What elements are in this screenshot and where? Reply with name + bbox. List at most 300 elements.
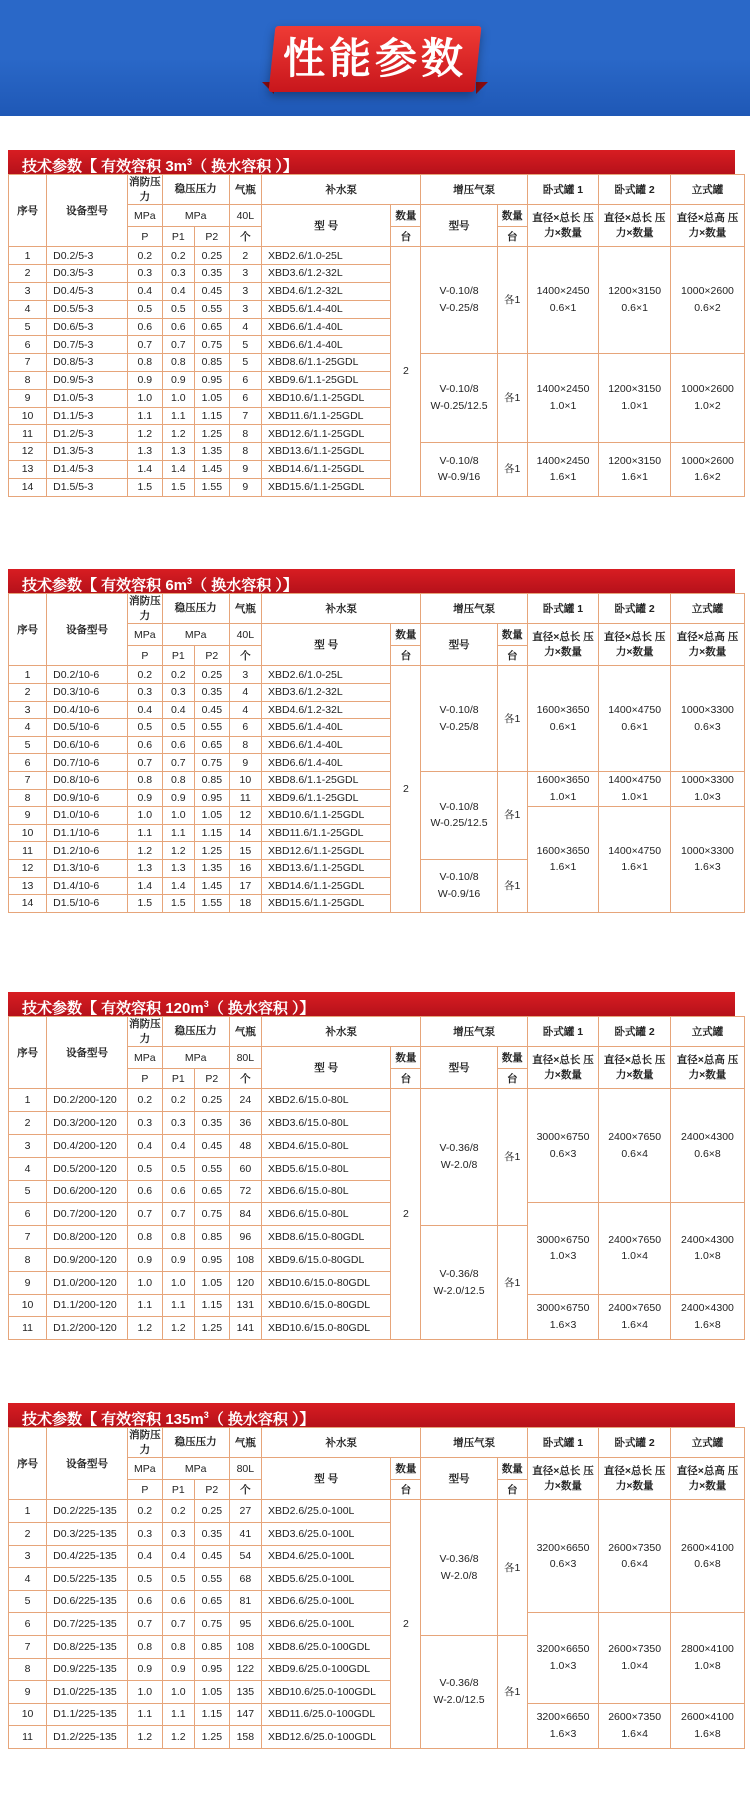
tank2-pressure: 1.6×4 bbox=[621, 1318, 648, 1331]
row-fire-pressure: 0.9 bbox=[128, 789, 163, 807]
header-gas-bottle: 气瓶 bbox=[229, 594, 261, 624]
row-model: D1.1/10-6 bbox=[47, 824, 128, 842]
row-fire-pressure: 0.4 bbox=[128, 1545, 163, 1568]
tank1-spec bbox=[527, 443, 599, 496]
row-p2: 1.25 bbox=[195, 425, 230, 443]
row-p2: 0.85 bbox=[195, 354, 230, 372]
row-seq: 2 bbox=[9, 265, 47, 283]
tank2-size: 1400×4750 bbox=[608, 844, 662, 857]
row-bottle-count: 96 bbox=[229, 1226, 261, 1249]
booster-type-line2: W-0.25/12.5 bbox=[430, 400, 488, 413]
row-seq: 6 bbox=[9, 1203, 47, 1226]
header-seq: 序号 bbox=[9, 175, 47, 247]
tank3-spec bbox=[670, 247, 744, 354]
row-seq: 1 bbox=[9, 1089, 47, 1112]
header-tai: 台 bbox=[391, 646, 421, 666]
header-fire-pressure: 消防压力 bbox=[128, 594, 163, 624]
tank3-spec bbox=[670, 1089, 744, 1203]
tank2-spec bbox=[599, 354, 671, 443]
row-fire-pressure: 0.6 bbox=[128, 318, 163, 336]
tank3-pressure: 1.6×3 bbox=[694, 861, 721, 874]
row-p2: 0.85 bbox=[195, 1226, 230, 1249]
row-pump-model: XBD9.6/1.1-25GDL bbox=[262, 371, 391, 389]
tank2-pressure: 1.0×4 bbox=[621, 1250, 648, 1263]
row-fire-pressure: 0.3 bbox=[128, 683, 163, 701]
row-pump-model: XBD11.6/1.1-25GDL bbox=[262, 824, 391, 842]
row-p2: 0.25 bbox=[195, 1500, 230, 1523]
row-bottle-count: 6 bbox=[229, 719, 261, 737]
row-p1: 0.3 bbox=[162, 683, 194, 701]
tank1-spec bbox=[527, 247, 599, 354]
tank3-size: 2800×4100 bbox=[681, 1643, 734, 1656]
header-pump: 补水泵 bbox=[262, 1428, 421, 1458]
header-row bbox=[9, 1428, 745, 1458]
row-model: D0.9/10-6 bbox=[47, 789, 128, 807]
tank1-spec bbox=[527, 807, 599, 913]
row-p1: 1.3 bbox=[162, 859, 194, 877]
row-seq: 4 bbox=[9, 1568, 47, 1591]
tank3-spec bbox=[670, 771, 744, 806]
row-seq: 3 bbox=[9, 1134, 47, 1157]
row-p1: 0.9 bbox=[162, 789, 194, 807]
row-p2: 1.35 bbox=[195, 859, 230, 877]
row-pump-model: XBD6.6/1.4-40L bbox=[262, 736, 391, 754]
section-title-text: 技术参数【 有效容积 135m bbox=[22, 1411, 204, 1428]
row-p2: 1.25 bbox=[195, 842, 230, 860]
row-p1: 1.0 bbox=[162, 807, 194, 825]
tank3-spec bbox=[670, 1500, 744, 1613]
header-fire-pressure: 消防压力 bbox=[128, 175, 163, 205]
row-pump-model: XBD6.6/25.0-100L bbox=[262, 1590, 391, 1613]
tank3-pressure: 1.6×8 bbox=[694, 1727, 721, 1740]
header-tai: 台 bbox=[497, 227, 527, 247]
row-p2: 0.25 bbox=[195, 247, 230, 265]
row-p1: 1.3 bbox=[162, 443, 194, 461]
tank1-size: 3000×6750 bbox=[536, 1302, 590, 1315]
header-model: 设备型号 bbox=[47, 175, 128, 247]
tank3-size: 1000×3300 bbox=[681, 703, 734, 716]
row-pump-model: XBD11.6/25.0-100GDL bbox=[262, 1703, 391, 1726]
row-model: D0.8/10-6 bbox=[47, 771, 128, 789]
tank2-spec bbox=[599, 771, 671, 806]
row-p2: 0.95 bbox=[195, 1658, 230, 1681]
row-p1: 1.0 bbox=[162, 1681, 194, 1704]
booster-qty: 各1 bbox=[497, 354, 527, 443]
row-model: D1.0/200-120 bbox=[47, 1271, 128, 1294]
row-model: D0.9/5-3 bbox=[47, 371, 128, 389]
header-tank3: 立式罐 bbox=[670, 1428, 744, 1458]
row-fire-pressure: 0.7 bbox=[128, 754, 163, 772]
row-fire-pressure: 1.1 bbox=[128, 824, 163, 842]
row-bottle-count: 8 bbox=[229, 736, 261, 754]
row-bottle-count: 17 bbox=[229, 877, 261, 895]
pump-qty: 2 bbox=[391, 666, 421, 912]
row-model: D0.3/200-120 bbox=[47, 1112, 128, 1135]
tank1-pressure: 1.6×1 bbox=[549, 861, 577, 874]
header-mpa: MPa bbox=[128, 1458, 163, 1480]
row-pump-model: XBD12.6/1.1-25GDL bbox=[262, 842, 391, 860]
row-seq: 13 bbox=[9, 877, 47, 895]
tank1-size: 1400×2450 bbox=[536, 383, 590, 396]
row-bottle-count: 24 bbox=[229, 1089, 261, 1112]
row-p2: 0.95 bbox=[195, 371, 230, 389]
booster-type-line1: V-0.10/8 bbox=[439, 800, 479, 813]
row-p1: 1.0 bbox=[162, 389, 194, 407]
row-pump-model: XBD4.6/25.0-100L bbox=[262, 1545, 391, 1568]
row-bottle-count: 2 bbox=[229, 247, 261, 265]
row-p1: 0.3 bbox=[162, 1112, 194, 1135]
banner bbox=[0, 0, 750, 116]
row-pump-model: XBD9.6/15.0-80GDL bbox=[262, 1248, 391, 1271]
section-title-text: 技术参数【 有效容积 6m bbox=[22, 577, 188, 594]
row-pump-model: XBD4.6/15.0-80L bbox=[262, 1134, 391, 1157]
booster-qty: 各1 bbox=[497, 666, 527, 772]
tank1-pressure: 1.0×3 bbox=[549, 1250, 577, 1263]
booster-qty: 各1 bbox=[497, 443, 527, 496]
tank3-pressure: 1.0×8 bbox=[694, 1660, 721, 1673]
tank1-size: 3000×6750 bbox=[536, 1131, 590, 1144]
tank2-spec bbox=[599, 247, 671, 354]
row-seq: 2 bbox=[9, 683, 47, 701]
row-seq: 14 bbox=[9, 478, 47, 496]
section-title-suffix: （ 换水容积 ）】 bbox=[208, 1411, 315, 1428]
row-p1: 0.2 bbox=[162, 247, 194, 265]
row-p2: 1.45 bbox=[195, 460, 230, 478]
row-bottle-count: 7 bbox=[229, 407, 261, 425]
tank2-size: 2400×7650 bbox=[608, 1233, 662, 1246]
row-p1: 1.2 bbox=[162, 425, 194, 443]
row-model: D0.6/200-120 bbox=[47, 1180, 128, 1203]
row-seq: 7 bbox=[9, 354, 47, 372]
row-p1: 1.4 bbox=[162, 460, 194, 478]
booster-type-line1: V-0.36/8 bbox=[439, 1267, 479, 1280]
header-mpa: MPa bbox=[128, 205, 163, 227]
row-pump-model: XBD12.6/1.1-25GDL bbox=[262, 425, 391, 443]
section-title-tail bbox=[735, 569, 745, 593]
row-p2: 0.65 bbox=[195, 1590, 230, 1613]
row-p2: 0.55 bbox=[195, 1568, 230, 1591]
row-fire-pressure: 1.0 bbox=[128, 1681, 163, 1704]
header-gas-bottle: 气瓶 bbox=[229, 175, 261, 205]
row-fire-pressure: 0.2 bbox=[128, 1089, 163, 1112]
row-bottle-count: 135 bbox=[229, 1681, 261, 1704]
tank1-spec bbox=[527, 354, 599, 443]
row-bottle-count: 81 bbox=[229, 1590, 261, 1613]
booster-qty: 各1 bbox=[497, 859, 527, 912]
row-fire-pressure: 1.1 bbox=[128, 407, 163, 425]
booster-qty: 各1 bbox=[497, 771, 527, 859]
section-title-tail bbox=[735, 1403, 745, 1427]
header-tank1: 卧式罐 1 bbox=[527, 1017, 599, 1047]
row-p1: 0.4 bbox=[162, 701, 194, 719]
tank2-size: 1400×4750 bbox=[608, 703, 662, 716]
header-booster-pump: 增压气泵 bbox=[421, 1428, 527, 1458]
row-p2: 1.15 bbox=[195, 1294, 230, 1317]
header-pump-qty: 数量 bbox=[391, 205, 421, 227]
row-p2: 0.45 bbox=[195, 1134, 230, 1157]
row-seq: 2 bbox=[9, 1522, 47, 1545]
row-pump-model: XBD3.6/25.0-100L bbox=[262, 1522, 391, 1545]
row-fire-pressure: 1.5 bbox=[128, 895, 163, 913]
header-booster-type: 型号 bbox=[421, 624, 497, 666]
header-p1: P1 bbox=[162, 227, 194, 247]
header-pump-qty: 数量 bbox=[391, 1458, 421, 1480]
row-model: D0.2/225-135 bbox=[47, 1500, 128, 1523]
row-p1: 0.5 bbox=[162, 1568, 194, 1591]
tank2-spec bbox=[599, 443, 671, 496]
booster-type bbox=[421, 771, 497, 859]
row-p1: 1.0 bbox=[162, 1271, 194, 1294]
row-model: D1.2/5-3 bbox=[47, 425, 128, 443]
header-p1: P1 bbox=[162, 1069, 194, 1089]
tank1-spec bbox=[527, 1703, 599, 1748]
tank2-pressure: 0.6×4 bbox=[621, 1147, 648, 1160]
row-pump-model: XBD5.6/25.0-100L bbox=[262, 1568, 391, 1591]
booster-type bbox=[421, 354, 497, 443]
row-model: D0.6/10-6 bbox=[47, 736, 128, 754]
row-fire-pressure: 1.3 bbox=[128, 859, 163, 877]
row-p2: 1.05 bbox=[195, 1271, 230, 1294]
row-seq: 7 bbox=[9, 1635, 47, 1658]
table-row bbox=[9, 1703, 745, 1726]
tank1-pressure: 0.6×3 bbox=[549, 1558, 577, 1571]
header-tank1: 卧式罐 1 bbox=[527, 175, 599, 205]
row-seq: 7 bbox=[9, 1226, 47, 1249]
row-bottle-count: 6 bbox=[229, 389, 261, 407]
section-title-superscript: 3 bbox=[203, 1410, 209, 1420]
tank1-size: 1600×3650 bbox=[536, 844, 590, 857]
header-seq: 序号 bbox=[9, 1017, 47, 1089]
booster-type bbox=[421, 1500, 497, 1636]
row-pump-model: XBD5.6/1.4-40L bbox=[262, 719, 391, 737]
row-p1: 0.2 bbox=[162, 1500, 194, 1523]
row-bottle-count: 4 bbox=[229, 683, 261, 701]
header-tai: 台 bbox=[497, 1069, 527, 1089]
row-fire-pressure: 0.8 bbox=[128, 354, 163, 372]
tank1-spec bbox=[527, 666, 599, 772]
row-bottle-count: 36 bbox=[229, 1112, 261, 1135]
table-row bbox=[9, 1294, 745, 1317]
row-p2: 1.25 bbox=[195, 1317, 230, 1340]
section-title bbox=[8, 992, 745, 1016]
tank3-spec bbox=[670, 1703, 744, 1748]
row-model: D0.4/10-6 bbox=[47, 701, 128, 719]
row-bottle-count: 108 bbox=[229, 1635, 261, 1658]
row-pump-model: XBD4.6/1.2-32L bbox=[262, 282, 391, 300]
header-ge: 个 bbox=[229, 227, 261, 247]
header-tank2: 卧式罐 2 bbox=[599, 175, 671, 205]
row-model: D0.5/200-120 bbox=[47, 1157, 128, 1180]
tank3-size: 1000×2600 bbox=[681, 383, 734, 396]
tank3-spec bbox=[670, 666, 744, 772]
header-tai: 台 bbox=[497, 1480, 527, 1500]
tank3-spec bbox=[670, 807, 744, 913]
booster-type-line1: V-0.36/8 bbox=[439, 1142, 479, 1155]
row-p1: 0.2 bbox=[162, 666, 194, 684]
header-pump: 补水泵 bbox=[262, 594, 421, 624]
row-p1: 1.5 bbox=[162, 478, 194, 496]
row-pump-model: XBD2.6/15.0-80L bbox=[262, 1089, 391, 1112]
tank1-pressure: 1.0×1 bbox=[549, 791, 577, 804]
header-booster-type: 型号 bbox=[421, 1458, 497, 1500]
row-seq: 11 bbox=[9, 1317, 47, 1340]
header-pump-type: 型 号 bbox=[262, 205, 391, 247]
row-p2: 0.85 bbox=[195, 1635, 230, 1658]
row-pump-model: XBD15.6/1.1-25GDL bbox=[262, 478, 391, 496]
row-p2: 1.05 bbox=[195, 1681, 230, 1704]
booster-type bbox=[421, 1635, 497, 1748]
row-seq: 11 bbox=[9, 842, 47, 860]
row-fire-pressure: 1.5 bbox=[128, 478, 163, 496]
row-pump-model: XBD5.6/15.0-80L bbox=[262, 1157, 391, 1180]
row-p2: 1.45 bbox=[195, 877, 230, 895]
header-model: 设备型号 bbox=[47, 1428, 128, 1500]
row-pump-model: XBD8.6/15.0-80GDL bbox=[262, 1226, 391, 1249]
header-p: P bbox=[128, 646, 163, 666]
header-tank1-spec: 直径×总长 压力×数量 bbox=[527, 205, 599, 247]
tank3-size: 2400×4300 bbox=[681, 1131, 734, 1144]
row-p2: 0.75 bbox=[195, 754, 230, 772]
tank2-spec bbox=[599, 1500, 671, 1613]
row-model: D0.7/10-6 bbox=[47, 754, 128, 772]
row-fire-pressure: 0.9 bbox=[128, 1248, 163, 1271]
row-model: D1.5/10-6 bbox=[47, 895, 128, 913]
row-model: D0.9/225-135 bbox=[47, 1658, 128, 1681]
row-pump-model: XBD10.6/15.0-80GDL bbox=[262, 1317, 391, 1340]
tank1-size: 1400×2450 bbox=[536, 285, 590, 298]
header-ge: 个 bbox=[229, 646, 261, 666]
row-model: D1.0/5-3 bbox=[47, 389, 128, 407]
row-fire-pressure: 0.7 bbox=[128, 1613, 163, 1636]
row-seq: 8 bbox=[9, 371, 47, 389]
row-bottle-count: 72 bbox=[229, 1180, 261, 1203]
header-row bbox=[9, 175, 745, 205]
row-fire-pressure: 0.8 bbox=[128, 1635, 163, 1658]
header-pump-type: 型 号 bbox=[262, 1047, 391, 1089]
header-model: 设备型号 bbox=[47, 1017, 128, 1089]
row-bottle-count: 84 bbox=[229, 1203, 261, 1226]
table-row bbox=[9, 1089, 745, 1112]
booster-qty: 各1 bbox=[497, 1089, 527, 1226]
row-p1: 0.6 bbox=[162, 1180, 194, 1203]
row-seq: 14 bbox=[9, 895, 47, 913]
row-seq: 8 bbox=[9, 1248, 47, 1271]
row-p1: 0.8 bbox=[162, 1226, 194, 1249]
row-pump-model: XBD5.6/1.4-40L bbox=[262, 300, 391, 318]
row-p1: 0.7 bbox=[162, 1613, 194, 1636]
pump-qty: 2 bbox=[391, 247, 421, 496]
row-pump-model: XBD6.6/1.4-40L bbox=[262, 336, 391, 354]
row-pump-model: XBD8.6/25.0-100GDL bbox=[262, 1635, 391, 1658]
row-fire-pressure: 0.6 bbox=[128, 1180, 163, 1203]
header-tank1: 卧式罐 1 bbox=[527, 594, 599, 624]
tank1-pressure: 1.6×3 bbox=[549, 1318, 577, 1331]
row-fire-pressure: 0.3 bbox=[128, 265, 163, 283]
row-fire-pressure: 1.2 bbox=[128, 1726, 163, 1749]
row-seq: 4 bbox=[9, 300, 47, 318]
header-tank2: 卧式罐 2 bbox=[599, 1428, 671, 1458]
row-bottle-count: 6 bbox=[229, 371, 261, 389]
spec-section bbox=[8, 992, 745, 1340]
tank1-pressure: 1.6×3 bbox=[549, 1727, 577, 1740]
row-bottle-count: 141 bbox=[229, 1317, 261, 1340]
tank2-pressure: 0.6×1 bbox=[621, 302, 648, 315]
row-fire-pressure: 0.3 bbox=[128, 1522, 163, 1545]
row-fire-pressure: 0.5 bbox=[128, 1157, 163, 1180]
header-tank2-spec: 直径×总长 压力×数量 bbox=[599, 205, 671, 247]
row-pump-model: XBD3.6/15.0-80L bbox=[262, 1112, 391, 1135]
row-seq: 10 bbox=[9, 1294, 47, 1317]
row-p1: 0.5 bbox=[162, 1157, 194, 1180]
row-pump-model: XBD2.6/1.0-25L bbox=[262, 247, 391, 265]
tank1-size: 1600×3650 bbox=[536, 703, 590, 716]
row-fire-pressure: 0.5 bbox=[128, 719, 163, 737]
row-bottle-count: 3 bbox=[229, 666, 261, 684]
row-p1: 1.4 bbox=[162, 877, 194, 895]
row-model: D1.2/200-120 bbox=[47, 1317, 128, 1340]
row-p2: 1.35 bbox=[195, 443, 230, 461]
section-title-suffix: （ 换水容积 ）】 bbox=[192, 577, 298, 594]
booster-qty: 各1 bbox=[497, 247, 527, 354]
row-model: D0.2/200-120 bbox=[47, 1089, 128, 1112]
row-p1: 1.2 bbox=[162, 1317, 194, 1340]
row-model: D0.5/5-3 bbox=[47, 300, 128, 318]
tank3-pressure: 0.6×2 bbox=[694, 302, 721, 315]
row-p1: 1.1 bbox=[162, 1703, 194, 1726]
table-row bbox=[9, 771, 745, 789]
section-title-superscript: 3 bbox=[203, 999, 209, 1009]
booster-type bbox=[421, 1226, 497, 1340]
section-title-tail bbox=[735, 992, 745, 1016]
row-bottle-count: 3 bbox=[229, 282, 261, 300]
row-seq: 12 bbox=[9, 443, 47, 461]
row-fire-pressure: 0.2 bbox=[128, 666, 163, 684]
row-p1: 0.7 bbox=[162, 754, 194, 772]
row-model: D0.3/225-135 bbox=[47, 1522, 128, 1545]
row-fire-pressure: 0.2 bbox=[128, 247, 163, 265]
row-seq: 9 bbox=[9, 807, 47, 825]
tank3-spec bbox=[670, 354, 744, 443]
tank1-pressure: 0.6×1 bbox=[549, 302, 577, 315]
tank3-pressure: 1.0×2 bbox=[694, 400, 721, 413]
row-bottle-count: 10 bbox=[229, 771, 261, 789]
row-pump-model: XBD2.6/25.0-100L bbox=[262, 1500, 391, 1523]
row-model: D0.2/5-3 bbox=[47, 247, 128, 265]
row-seq: 3 bbox=[9, 1545, 47, 1568]
tank2-size: 2600×7350 bbox=[608, 1541, 662, 1554]
tank3-pressure: 0.6×8 bbox=[694, 1558, 721, 1571]
tank2-spec bbox=[599, 1089, 671, 1203]
row-seq: 5 bbox=[9, 318, 47, 336]
row-fire-pressure: 0.8 bbox=[128, 771, 163, 789]
header-pump-qty: 数量 bbox=[391, 624, 421, 646]
row-pump-model: XBD6.6/1.4-40L bbox=[262, 318, 391, 336]
row-bottle-count: 68 bbox=[229, 1568, 261, 1591]
row-seq: 13 bbox=[9, 460, 47, 478]
tank3-size: 1000×2600 bbox=[681, 285, 734, 298]
tank1-size: 3200×6650 bbox=[536, 1711, 590, 1724]
row-p1: 0.4 bbox=[162, 1545, 194, 1568]
row-seq: 5 bbox=[9, 736, 47, 754]
booster-type-line1: V-0.10/8 bbox=[439, 703, 479, 716]
header-tank3-spec: 直径×总高 压力×数量 bbox=[670, 1458, 744, 1500]
row-bottle-count: 4 bbox=[229, 318, 261, 336]
header-booster-pump: 增压气泵 bbox=[421, 594, 527, 624]
section-title-text: 技术参数【 有效容积 120m bbox=[22, 1000, 204, 1017]
header-pump-qty: 数量 bbox=[391, 1047, 421, 1069]
spec-section bbox=[8, 1403, 745, 1749]
row-model: D0.4/225-135 bbox=[47, 1545, 128, 1568]
